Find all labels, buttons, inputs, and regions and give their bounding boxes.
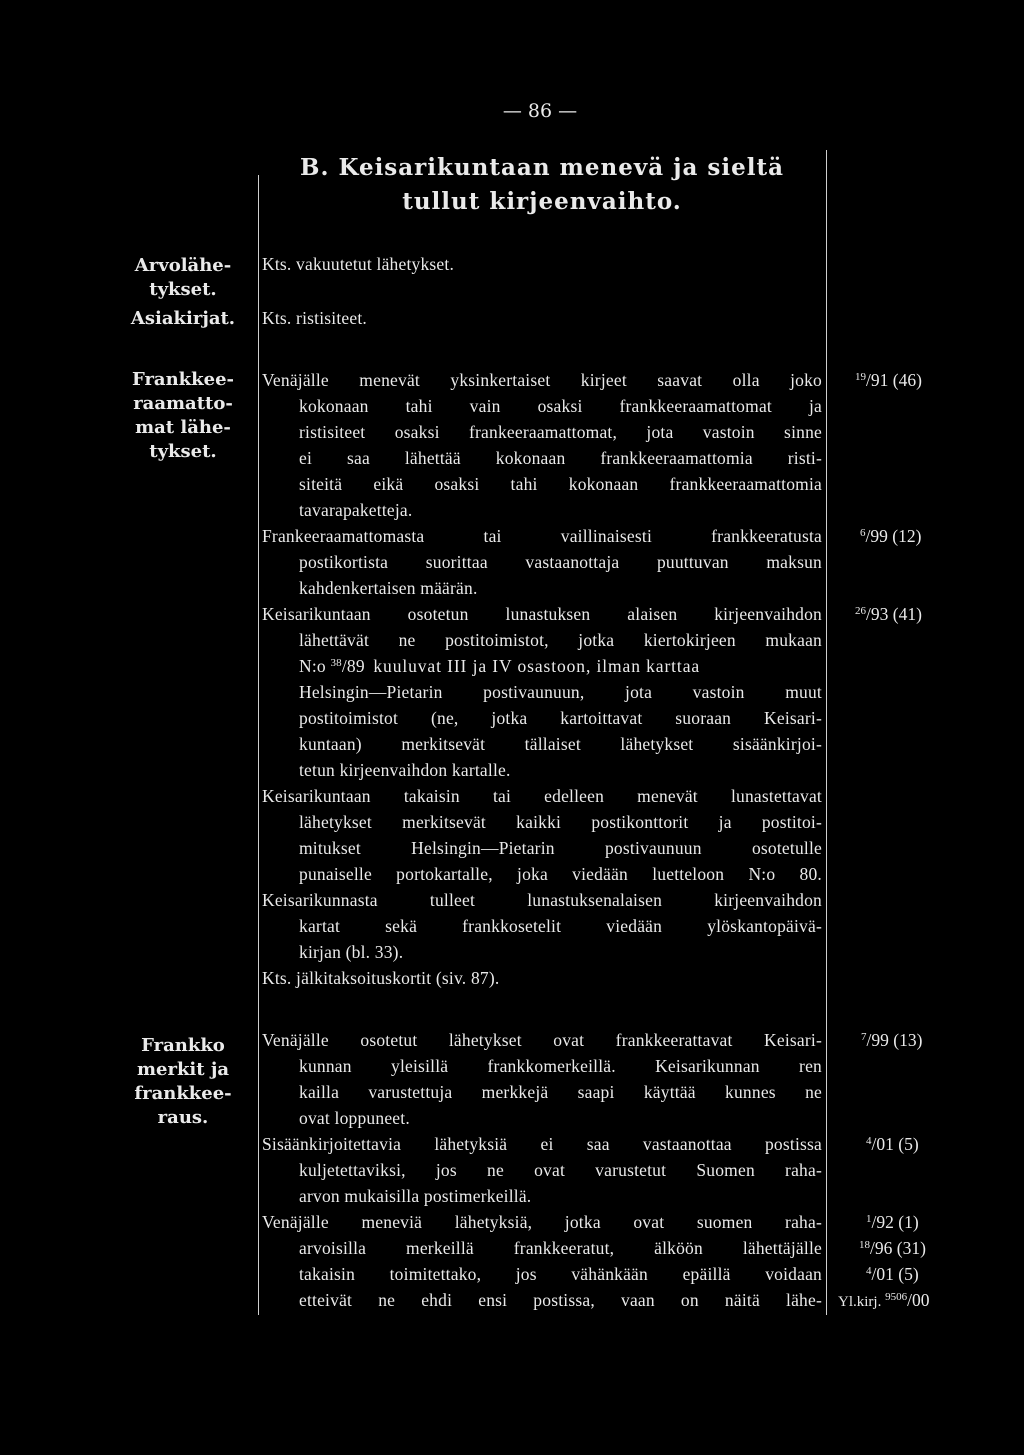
text-line: kartat sekä frankkosetelit viedään ylöskantopäivä- (299, 916, 822, 936)
text-line: lähettävät ne postitoimistot, jotka kiertokirjeen mukaan (299, 630, 822, 650)
reference-citation: $^{18}$/96 (31) (859, 1238, 926, 1258)
text-line: ristisiteet osaksi frankeeraamattomat, jota vastoin sinne (299, 422, 822, 442)
reference-citation: $^1$/92 (1) (866, 1212, 919, 1232)
reference-citation: $^{26}$/93 (41) (855, 604, 922, 624)
page-number: — 86 — (502, 100, 578, 122)
text-line: Keisarikunnasta tulleet lunastuksenalaisen kirjeenvaihdon (262, 890, 822, 910)
reference-citation: $^6$/99 (12) (860, 526, 922, 546)
circular-number-sup: 38 (330, 657, 342, 669)
reference-citation: $^{19}$/91 (46) (855, 370, 922, 390)
reference-citation: Yl.kirj. $^{9506}$/00 (838, 1290, 930, 1310)
text-line: kahdenkertaisen määrän. (299, 578, 478, 598)
text-line: Venäjälle osotetut lähetykset ovat frankkeerattavat Keisari- (262, 1030, 822, 1050)
right-column-rule (826, 150, 827, 1315)
text-line: Kts. jälkitaksoituskortit (siv. 87). (262, 968, 500, 988)
text-line: N:o $^{38}$/89 kuuluvat III ja IV osastoon, ilman karttaa (299, 656, 701, 676)
text-line: tetun kirjeenvaihdon kartalle. (299, 760, 511, 780)
text-line: ovat loppuneet. (299, 1108, 410, 1128)
text-line: punaiselle portokartalle, joka viedään luetteloon N:o 80. (299, 864, 822, 884)
text-line: Keisarikuntaan takaisin tai edelleen menevät lunastettavat (262, 786, 822, 806)
text-line: Venäjälle menevät yksinkertaiset kirjeet saavat olla joko (262, 370, 822, 390)
text-line: siteitä eikä osaksi tahi kokonaan frankkeeraamattomia (299, 474, 822, 494)
text-line: Keisarikuntaan osotetun lunastuksen alaisen kirjeenvaihdon (262, 604, 822, 624)
text-line: kunnan yleisillä frankkomerkeillä. Keisarikunnan ren (299, 1056, 822, 1076)
text-line: lähetykset merkitsevät kaikki postikonttorit ja postitoi- (299, 812, 822, 832)
section-heading-line1: B. Keisarikuntaan menevä ja sieltä (300, 154, 784, 181)
text-line: Sisäänkirjoitettavia lähetyksiä ei saa vastaanottaa postissa (262, 1134, 822, 1154)
kts-ristisiteet: Kts. ristisiteet. (262, 308, 367, 328)
text-line: tavarapaketteja. (299, 500, 413, 520)
margin-note-frankkeeraamattomat: Frankkee- raamatto- mat lähe- tykset. (131, 369, 234, 462)
text-line: ei saa lähettää kokonaan frankkeeraamattomia risti- (299, 448, 822, 468)
text-line: kailla varustettuja merkkejä saapi käyttää kunnes ne (299, 1082, 822, 1102)
text-line: postikortista suorittaa vastaanottaja puuttuvan maksun (299, 552, 822, 572)
margin-note-arvolahetykset: Arvolähe- tykset. (134, 255, 232, 300)
text-line: mitukset Helsingin—Pietarin postivaunuun osotetulle (299, 838, 822, 858)
text-line: arvoisilla merkeillä frankkeeratut, älköön lähettäjälle (299, 1238, 822, 1258)
text-line: kuntaan) merkitsevät tällaiset lähetykset sisäänkirjoi- (299, 734, 822, 754)
kts-vakuutetut: Kts. vakuutetut lähetykset. (262, 254, 455, 274)
text-line: Frankeeraamattomasta tai vaillinaisesti frankkeeratusta (262, 526, 822, 546)
reference-citation: $^4$/01 (5) (866, 1264, 919, 1284)
text-line: kuljetettaviksi, jos ne ovat varustetut Suomen raha- (299, 1160, 822, 1180)
text-line: takaisin toimitettako, jos vähänkään epäillä voidaan (299, 1264, 822, 1284)
text-line: arvon mukaisilla postimerkeillä. (299, 1186, 532, 1206)
text-line: Venäjälle meneviä lähetyksiä, jotka ovat suomen raha- (262, 1212, 822, 1232)
left-column-rule (258, 175, 259, 1315)
text-line: kokonaan tahi vain osaksi frankkeeraamattomat ja (299, 396, 822, 416)
section-heading-line2: tullut kirjeenvaihto. (402, 188, 682, 215)
text-line: postitoimistot (ne, jotka kartoittavat suoraan Keisari- (299, 708, 822, 728)
margin-note-asiakirjat: Asiakirjat. (130, 308, 236, 329)
text-line: kirjan (bl. 33). (299, 942, 404, 962)
reference-citation: $^4$/01 (5) (866, 1134, 919, 1154)
text-line: etteivät ne ehdi ensi postissa, vaan on näitä lähe- (299, 1290, 822, 1310)
text-line: Helsingin—Pietarin postivaunuun, jota vastoin muut (299, 682, 822, 702)
margin-note-frankkomerkit: Frankko merkit ja frankkee- raus. (134, 1035, 232, 1128)
reference-citation: $^7$/99 (13) (861, 1030, 923, 1050)
